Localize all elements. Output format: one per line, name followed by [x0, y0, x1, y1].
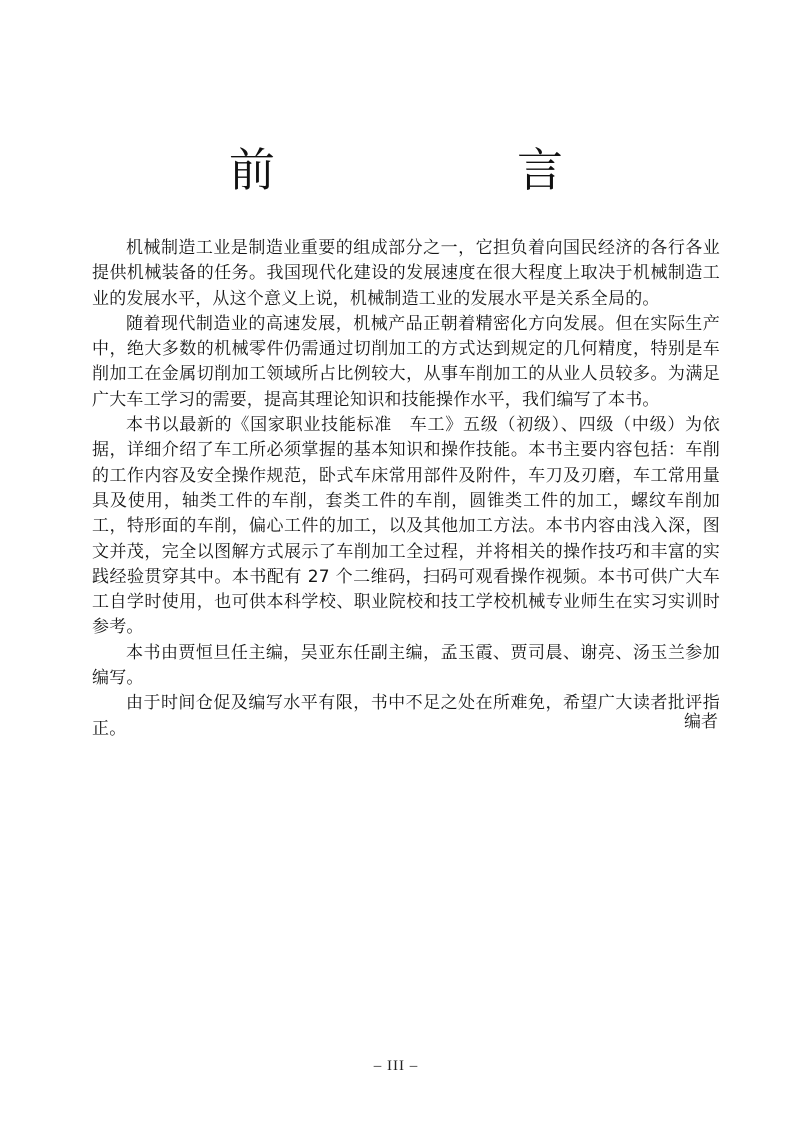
paragraph-5: 由于时间仓促及编写水平有限，书中不足之处在所难免，希望广大读者批评指正。	[92, 693, 720, 739]
paragraph-2: 随着现代制造业的高速发展，机械产品正朝着精密化方向发展。但在实际生产中，绝大多数的机械零件仍需通过切削加工的方式达到规定的几何精度，特别是车削加工在金属切削加工领域所占比例较大，从事车削加工的从业人员较多。为满足广大车工学习的需要，提高其理论知识和技能操作水平，我们编写了本书。	[92, 313, 720, 410]
paragraph-4: 本书由贾恒旦任主编，吴亚东任副主编，孟玉霞、贾司晨、谢亮、汤玉兰参加编写。	[92, 642, 720, 689]
signature: 编者	[684, 712, 718, 732]
paragraph-1: 机械制造工业是制造业重要的组成部分之一，它担负着向国民经济的各行各业提供机械装备的任务。我国现代化建设的发展速度在很大程度上取决于机械制造工业的发展水平，从这个意义上说，机械制造工业的发展水平是关系全局的。	[92, 238, 720, 309]
paragraph-3: 本书以最新的《国家职业技能标准 车工》五级（初级）、四级（中级）为依据，详细介绍了车工所必须掌握的基本知识和操作技能。本书主要内容包括：车削的工作内容及安全操作规范，卧式车床常用部件及附件，车刀及刃磨，车工常用量具及使用，轴类工件的车削，套类工件的车削，圆锥类工件的加工，螺纹车削加工，特形面的车削，偏心工件的加工，以及其他加工方法。本书内容由浅入深，图文并茂，完全以图解方式展示了车削加工全过程，并将相关的操作技巧和丰富的实践经验贯穿其中。本书配有 27 个二维码，扫码可观看操作视频。本书可供广大车工自学时使用，也可供本科学校、职业院校和技工学校机械专业师生在实习实训时参考。	[92, 415, 720, 638]
page-title: 前 言	[229, 143, 661, 197]
page-number: – III –	[373, 1058, 419, 1074]
preface-body	[92, 236, 720, 742]
